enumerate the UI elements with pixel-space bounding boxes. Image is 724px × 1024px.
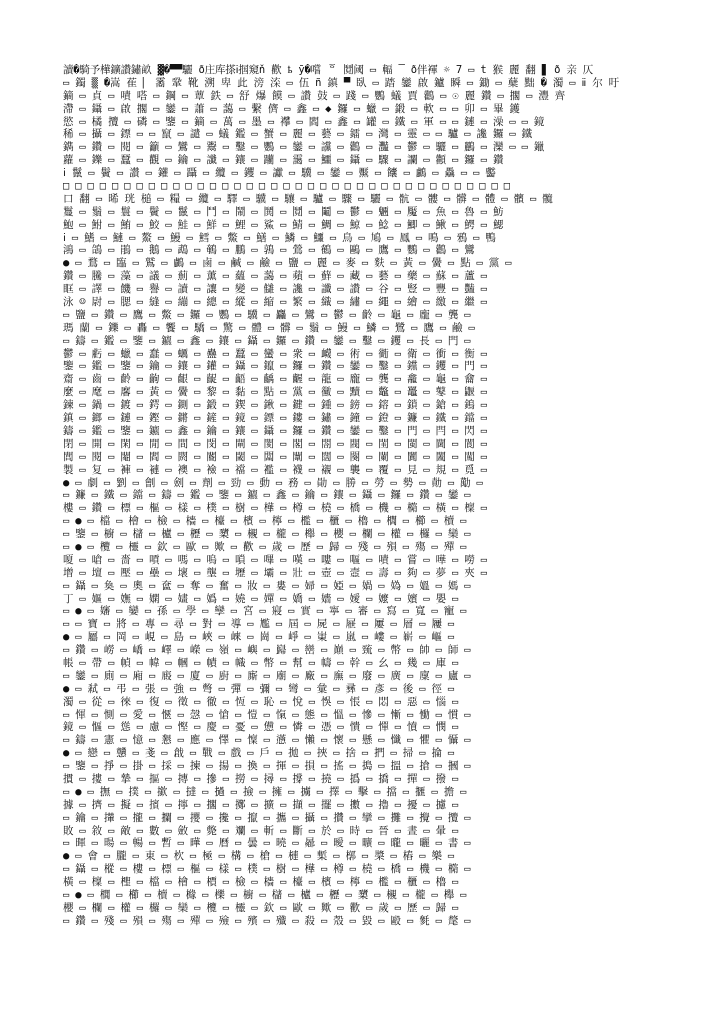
text-line: ● ▭ 劇 ▭ 劉 ▭ 劊 ▭ 劍 ▭ 劑 ▭ 勁 ▭ 動 ▭ 務 ▭ 勛 ▭ 勝 ▭ 勞 ▭ 勢 ▭ 勣 ▭ 勱 ▭ [63,476,483,489]
text-line: 摜 ▭ 摟 ▭ 摯 ▭ 摳 ▭ 摶 ▭ 摻 ▭ 撈 ▭ 撏 ▭ 撐 ▭ 撓 ▭ 撝 ▭ 撟 ▭ 撣 ▭ 撥 ▭ [63,772,459,785]
text-line: ▭ ▭ 寶 ▭ 將 ▭ 專 ▭ 尋 ▭ 對 ▭ 導 ▭ 尷 ▭ 屆 ▭ 屍 ▭ 屜 ▭ 屢 ▭ 層 ▭ 屨 ▭ [63,618,455,631]
text-line: 麼 ▭ 麾 ▭ 黁 ▭ 黃 ▭ 黌 ▭ 黎 ▭ 黏 ▭ 點 ▭ 黨 ▭ 黴 ▭ 黷 ▭ 鼈 ▭ 鼉 ▭ 鼕 ▭ 鼴 ▭ [63,386,487,399]
text-line: ▭ 鑷 ▭ 奐 ▭ 奧 ▭ 奩 ▭ 奪 ▭ 奮 ▭ 妝 ▭ 婁 ▭ 婦 ▭ 婭 ▭ 媧 ▭ 媯 ▭ 媼 ▭ 媽 ▭ [63,579,471,592]
text-line: ▭ 鑒 ▭ 掙 ▭ 掛 ▭ 採 ▭ 揀 ▭ 揚 ▭ 換 ▭ 揮 ▭ 損 ▭ 搖 ▭ 搗 ▭ 搵 ▭ 搶 ▭ 摑 ▭ [63,760,471,773]
text-line: 鎮 ▭ 鎯 ▭ 鏈 ▭ 鏗 ▭ 鏘 ▭ 鏟 ▭ 鏡 ▭ 鏢 ▭ 鏤 ▭ 鏽 ▭ 鐘 ▭ 鐙 ▭ 鐮 ▭ 鐵 ▭ 鐺 ▭ [63,412,487,425]
text-line: ▭ ● ▭ 撫 ▭ 撲 ▭ 撳 ▭ 撻 ▭ 撾 ▭ 撿 ▭ 擁 ▭ 擄 ▭ 擇 ▭ 擊 ▭ 擋 ▭ 擓 ▭ 擔 ▭ [63,785,467,798]
text-line: 鑄 ▭ 鑑 ▭ 鑒 ▭ 鑣 ▭ 鑫 ▭ 鑰 ▭ 鑲 ▭ 鑷 ▭ 鑼 ▭ 鑽 ▭ 鑾 ▭ 鑿 ▭ 門 ▭ 閂 ▭ 閃 ▭ [63,424,487,437]
text-line: 鏡 ▭ 慪 ▭ 慫 ▭ 慮 ▭ 慳 ▭ 慶 ▭ 憂 ▭ 憊 ▭ 憐 ▭ 憑 ▭ 憒 ▭ 憚 ▭ 憤 ▭ 憫 ▭ [63,721,459,734]
text-line: 鑒 ▭ 鑑 ▭ 鑒 ▭ 鑰 ▭ 鑲 ▭ 鑵 ▭ 鑷 ▭ 鑹 ▭ 鑼 ▭ 鑽 ▭ 鑾 ▭ 鑿 ▭ 钂 ▭ 钁 ▭ 門 ▭ [63,360,487,373]
text-line: ▭ ● ▭ 欖 ▭ 欞 ▭ 欽 ▭ 歐 ▭ 歟 ▭ 歡 ▭ 歲 ▭ 歷 ▭ 歸 ▭ 殘 ▭ 殞 ▭ 殤 ▭ 殫 ▭ [63,540,467,553]
text-line: ▭ 惲 ▭ 惻 ▭ 愛 ▭ 愜 ▭ 愨 ▭ 愴 ▭ 愷 ▭ 愾 ▭ 態 ▭ 慍 ▭ 慘 ▭ 慚 ▭ 慟 ▭ 慣 ▭ [63,708,471,721]
text-line: ● ▭ 戀 ▭ 戇 ▭ 戔 ▭ 戧 ▭ 戰 ▭ 戲 ▭ 戶 ▭ 拋 ▭ 挾 ▭ 捨 ▭ 捫 ▭ 掃 ▭ 掄 ▭ [63,747,455,760]
text-line: 增 ▭ 壇 ▭ 壓 ▭ 壘 ▭ 壞 ▭ 壟 ▭ 壢 ▭ 壩 ▭ 壯 ▭ 壺 ▭ 壼 ▭ 壽 ▭ 夠 ▭ 夢 ▭ 夾 ▭ [63,566,487,579]
text-line: ● ▭ 鶩 ▭ 臨 ▭ 鷲 ▭ 鸕 ▭ 鹵 ▭ 鹹 ▭ 鹼 ▭ 鹽 ▭ 麗 ▭ 麥 ▭ 麩 ▭ 黃 ▭ 黌 ▭ 點 ▭ 黨 ▭ [63,257,512,270]
text-line: 敗 ▭ 敘 ▭ 敵 ▭ 數 ▭ 斂 ▭ 斃 ▭ 斕 ▭ 斬 ▭ 斷 ▭ 於 ▭ 時 ▭ 晉 ▭ 晝 ▭ 暈 ▭ [63,824,459,837]
text-line: 嗄 ▭ 嗆 ▭ 嗇 ▭ 嗊 ▭ 嗎 ▭ 嗚 ▭ 嗩 ▭ 嗶 ▭ 嘆 ▭ 嘍 ▭ 嘔 ▭ 嘖 ▭ 嘗 ▭ 嘩 ▭ 嘮 ▭ [63,553,487,566]
text-line: 鬱 ▭ 虧 ▭ 蠟 ▭ 蠢 ▭ 蠣 ▭ 蠱 ▭ 蠶 ▭ 蠻 ▭ 衆 ▭ 衊 ▭ 術 ▭ 衚 ▭ 衛 ▭ 衝 ▭ 衡 ▭ [63,347,487,360]
text-line: 滯 ▭ 鑷 ▭ 啟 擱 ▭ 鑾 ▭ 蕭 ▭ 藹 ▭ 繫 儕 ▭ 鑫 ▭ ◆ 鑼 ▭ 蠟 ▭ 鍛 ▭ 軟 ▭ ▭ 卯 ▭ 畢 鑊 [63,102,520,115]
text-line: 慾 ▭ 橘 攬 ▭ 磷 ▭ 鑒 ▭ 鏑 ▭ 萬 ▭ 墨 ▭ 襻 ▭ 閻 ▭ 鑫 ▭ 罐 ▭ 鐵 ▭ 軍 ▭ ▭ 鏈 ▭ 澡 ▭ ▭ 鏡 [63,115,545,128]
text-line: 鏑 ▭ 貞 ▭ 嘖 嗒 ▭ 鋼 ▭ 蕈 鉄 ▭ 舒 爆 饃 ▭ 讚 鼓 ▭ 踐 ▭ 鸚 蟻 賈 鸛 ▭ ☉ 麗 鑽 ▭ 擱 ▭ 灃 齊 [63,89,566,102]
text-line: □ □ □ □ □ □ □ □ □ □ □ □ □ □ □ □ □ □ □ □ □ □ □ □ □ □ □ □ □ □ □ □ □ □ □ □ □ [63,180,510,193]
text-line: ● ▭ 屬 ▭ 岡 ▭ 峴 ▭ 島 ▭ 峽 ▭ 崍 ▭ 崗 ▭ 崢 ▭ 崬 ▭ 嵐 ▭ 嶁 ▭ 嶄 ▭ 嶇 ▭ [63,631,455,644]
text-line: 鴻 ▭ 鴿 ▭ 鵑 ▭ 鵝 ▭ 鵡 ▭ 鵪 ▭ 鵬 ▭ 鶉 ▭ 鶯 ▭ 鶴 ▭ 鷗 ▭ 鷹 ▭ 鸚 ▭ 鸛 ▭ 鸞 [63,244,475,257]
text-line: ▭ ● ▭ 檔 ▭ 檜 ▭ 檢 ▭ 檣 ▭ 檯 ▭ 檳 ▭ 檸 ▭ 檻 ▭ 櫃 ▭ 櫓 ▭ 櫚 ▭ 櫛 ▭ 櫝 ▭ [63,515,467,528]
text-line: 鑽 ▭ 騰 ▭ 藻 ▭ 議 ▭ 薊 ▭ 薰 ▭ 蘊 ▭ 藹 ▭ 蘋 ▭ 蘚 ▭ 藏 ▭ 藝 ▭ 藥 ▭ 蘇 ▭ 蘆 ▭ [63,270,487,283]
text-line: ▭ 鑰 ▭ 攆 ▭ 攏 ▭ 攔 ▭ 攖 ▭ 攙 ▭ 攛 ▭ 攜 ▭ 攝 ▭ 攢 ▭ 攣 ▭ 攤 ▭ 攪 ▭ 攬 ▭ [63,811,471,824]
text-line: 閭 ▭ 閱 ▭ 閹 ▭ 閻 ▭ 閼 ▭ 閽 ▭ 閾 ▭ 闆 ▭ 闈 ▭ 闊 ▭ 闋 ▭ 闌 ▭ 闐 ▭ 闔 ▭ 闖 ▭ [63,450,487,463]
text-line: 據 ▭ 擠 ▭ 擬 ▭ 擯 ▭ 擰 ▭ 擱 ▭ 擲 ▭ 擴 ▭ 擷 ▭ 擺 ▭ 擻 ▭ 擼 ▭ 擾 ▭ 攄 ▭ [63,798,459,811]
text-line: 鮑 ▭ 鮒 ▭ 鮪 ▭ 鮫 ▭ 鮭 ▭ 鮮 ▭ 鯉 ▭ 鯊 ▭ 鯖 ▭ 鯛 ▭ 鯨 ▭ 鯰 ▭ 鯽 ▭ 鰍 ▭ 鰐 ▭ 鰓 [63,218,504,231]
text-line: ▭ 鑽 ▭ 嶗 ▭ 嶠 ▭ 嶧 ▭ 嶸 ▭ 嶺 ▭ 嶼 ▭ 巋 ▭ 巒 ▭ 巔 ▭ 巰 ▭ 幣 ▭ 帥 ▭ 師 ▭ [63,644,471,657]
text-block [63,64,661,956]
text-line: 丁 ▭ 嫗 ▭ 嫵 ▭ 嫻 ▭ 嫿 ▭ 嬀 ▭ 嬈 ▭ 嬋 ▭ 嬌 ▭ 嬙 ▭ 嬡 ▭ 嬤 ▭ 嬪 ▭ 嬰 ▭ [63,592,459,605]
text-line: ▭ 鑄 ▭ 憲 ▭ 憶 ▭ 懇 ▭ 應 ▭ 懌 ▭ 懍 ▭ 懣 ▭ 懶 ▭ 懷 ▭ 懸 ▭ 懺 ▭ 懼 ▭ 懾 ▭ [63,734,471,747]
text-line: 齋 ▭ 齒 ▭ 齡 ▭ 齣 ▭ 齦 ▭ 齪 ▭ 齬 ▭ 齲 ▭ 齷 ▭ 龍 ▭ 龐 ▭ 龔 ▭ 龕 ▭ 龜 ▭ 龠 ▭ [63,373,487,386]
text-line: 鐫 ▭ 鑽 ▭ 閱 ▭ 籲 ▭ 鸞 ▭ 鬻 ▭ 鑿 ▭ 鸚 ▭ 鑾 ▭ 讜 ▭ 鸛 ▭ 灩 ▭ 鬱 ▭ 驪 ▭ 鸝 ▭ 灤 ▭ ▭ 鑞 [63,141,545,154]
text-line: ● ▭ 弒 ▭ 弔 ▭ 張 ▭ 強 ▭ 彆 ▭ 彈 ▭ 彌 ▭ 彎 ▭ 彙 ▭ 彞 ▭ 彥 ▭ 後 ▭ 徑 ▭ [63,682,455,695]
text-line: ▭ 鐲 ▒ �嵩 萑 ▏ 霱 鞏 靴 溯 卑 此 滂 㳿 ▭ 伍 ñ 鎮 ▀ 臥 ▭ 踏 鑾 啟 鑪 瞬 ▭ 鋤 ▭ 蘖 黜 � 濁 ▭ ⅱ 尔 吁 [63,76,619,89]
text-line: ▭ 鹽 ▭ 鑽 ▭ 鷹 ▭ 鱉 ▭ 鑼 ▭ 鸚 ▭ 驥 ▭ 麤 ▭ 鸞 ▭ 鬱 ▭ 齡 ▭ 龜 ▭ 龐 ▭ 龔 ▭ [63,308,471,321]
text-line: ⅰ ▭ 鰭 ▭ 鰱 ▭ 鰲 ▭ 鰻 ▭ 鱈 ▭ 鱉 ▭ 鱔 ▭ 鱗 ▭ 鱷 ▭ 鳥 ▭ 鳩 ▭ 鳳 ▭ 鳴 ▭ 鴉 ▭ 鴨 [63,231,496,244]
text-line: 稀 ▭ 攝 ▭ 鏢 ▭ ▭ 竄 ▭ 譴 ▭ 蟻 鑑 ▭ 蟹 ▭ 麗 ▭ 藝 ▭ 鐳 ▭ 灣 ▭ 靈 ▭ ▭ 驢 ▭ 讒 鑼 ▭ 鐵 [63,128,532,141]
text-line: ▭ ● ▭ 嬸 ▭ 孌 ▭ 孫 ▭ 學 ▭ 孿 ▭ 宮 ▭ 寢 ▭ 實 ▭ 寧 ▭ 審 ▭ 寫 ▭ 寬 ▭ 寵 ▭ [63,605,467,618]
text-line: 濁 ▭ 從 ▭ 徠 ▭ 復 ▭ 徵 ▭ 徹 ▭ 恆 ▭ 恥 ▭ 悅 ▭ 悞 ▭ 悵 ▭ 悶 ▭ 惡 ▭ 惱 ▭ [63,695,459,708]
text-line: ● ▭ 會 ▭ 朧 ▭ 東 ▭ 杴 ▭ 極 ▭ 構 ▭ 槍 ▭ 槤 ▭ 槧 ▭ 槨 ▭ 槳 ▭ 樁 ▭ 樂 ▭ [63,850,455,863]
text-line: 鍊 ▭ 鍋 ▭ 鍍 ▭ 鍔 ▭ 鍘 ▭ 鍛 ▭ 鍥 ▭ 鍬 ▭ 鍵 ▭ 鍾 ▭ 鎊 ▭ 鎔 ▭ 鎖 ▭ 鎗 ▭ 鎢 ▭ [63,399,487,412]
text-line: 橫 ▭ 檁 ▭ 檉 ▭ 檔 ▭ 檜 ▭ 檟 ▭ 檢 ▭ 檣 ▭ 檯 ▭ 檳 ▭ 檸 ▭ 檻 ▭ 櫃 ▭ 櫓 ▭ [63,876,459,889]
text-line: ▭ 鐮 ▭ 鐵 ▭ 鐺 ▭ 鑄 ▭ 鑑 ▭ 鑒 ▭ 鑣 ▭ 鑫 ▭ 鑰 ▭ 鑲 ▭ 鑷 ▭ 鑼 ▭ 鑽 ▭ 鑾 ▭ [63,489,471,502]
text-line: 樓 ▭ 鑽 ▭ 標 ▭ 樞 ▭ 樣 ▭ 樸 ▭ 樹 ▭ 樺 ▭ 樽 ▭ 橈 ▭ 橋 ▭ 機 ▭ 橢 ▭ 橫 ▭ 檁 ▭ [63,502,487,515]
text-line: ▭ 暉 ▭ 暘 ▭ 暢 ▭ 暫 ▭ 曄 ▭ 曆 ▭ 曇 ▭ 曉 ▭ 曏 ▭ 曖 ▭ 曠 ▭ 曨 ▭ 曬 ▭ 書 ▭ [63,837,471,850]
text-line: 蘿 ▭ 鑠 ▭ 蠶 ▭ 觀 ▭ 鑰 ▭ 讖 ▭ 鑲 ▭ 躪 ▭ 靄 ▭ 鱷 ▭ 鑷 ▭ 驟 ▭ 讕 ▭ 顴 ▭ 鑼 ▭ 鑽 [63,154,504,167]
text-line: ▭ ● ▭ 櫚 ▭ 櫛 ▭ 櫝 ▭ 櫞 ▭ 櫟 ▭ 櫥 ▭ 櫧 ▭ 櫨 ▭ 櫪 ▭ 櫫 ▭ 櫬 ▭ 櫳 ▭ 櫸 ▭ [63,889,467,901]
text-line: 瑪 蘭 ▭ 鑠 ▭ 轟 ▭ 饗 ▭ 驕 ▭ 驚 ▭ 體 ▭ 髒 ▭ 鬚 ▭ 鰻 ▭ 鱗 ▭ 鷺 ▭ 鷹 ▭ 鹼 ▭ [63,321,475,334]
text-line: 眶 ▭ 譯 ▭ 饑 ▭ 譽 ▭ 讀 ▭ 讓 ▭ 變 ▭ 讎 ▭ 讒 ▭ 讖 ▭ 讚 ▭ 谷 ▭ 豎 ▭ 豐 ▭ 豔 ▭ [63,283,487,296]
text-line: 口 翻 ▭ 晞 珖 槌 ▭ 糧 ▭ 纜 ▭ 驛 ▭ 驥 ▭ 驤 ▭ 驢 ▭ 驟 ▭ 驪 ▭ 骯 ▭ 髏 ▭ 髒 ▭ 體 ▭ 髕 ▭ 髖 [63,192,553,205]
text-line: 鬘 ▭ 鬚 ▭ 鬟 ▭ 鬢 ▭ 鬣 ▭ 鬥 ▭ 鬧 ▭ 鬨 ▭ 鬩 ▭ 鬮 ▭ 鬱 ▭ 魎 ▭ 魘 ▭ 魚 ▭ 魯 ▭ 魴 [63,205,504,218]
text-line: ⅰ 鬣 ▭ 鬢 ▭ 讚 ▭ 鑵 ▭ 躡 ▭ 纜 ▭ 钁 ▭ 讞 ▭ 驥 ▭ 鑾 ▭ 黶 ▭ 饢 ▭ 鸕 ▭ 驫 ▭ ▭ 齾 [63,167,496,180]
text-line: ▭ 鑽 ▭ 殘 ▭ 殞 ▭ 殤 ▭ 殫 ▭ 殮 ▭ 殯 ▭ 殲 ▭ 殺 ▭ 殼 ▭ 毀 ▭ 毆 ▭ 毿 ▭ 氂 ▭ [63,914,471,927]
text-line: 帳 ▭ 帶 ▭ 幀 ▭ 幃 ▭ 幗 ▭ 幘 ▭ 幟 ▭ 幣 ▭ 幫 ▭ 幬 ▭ 幹 ▭ 幺 ▭ 幾 ▭ 庫 ▭ [63,656,459,669]
text-line: 泳 ☺ 尉 ▭ 腮 ▭ 縫 ▭ 繃 ▭ 總 ▭ 縱 ▭ 縮 ▭ 繁 ▭ 織 ▭ 繡 ▭ 繩 ▭ 繪 ▭ 繳 ▭ 繼 ▭ [63,296,487,309]
text-line: ▭ 鑄 ▭ 鑑 ▭ 鑒 ▭ 鑣 ▭ 鑫 ▭ 鑲 ▭ 鑷 ▭ 鑼 ▭ 鑽 ▭ 鑾 ▭ 鑿 ▭ 钁 ▭ 長 ▭ 門 ▭ [63,334,471,347]
text-line: ▭ 鑾 ▭ 廁 ▭ 廂 ▭ 廄 ▭ 廈 ▭ 廚 ▭ 廝 ▭ 廟 ▭ 廠 ▭ 廡 ▭ 廢 ▭ 廣 ▭ 廩 ▭ 廬 ▭ [63,669,471,682]
text-line: 讀�騎予樺鑛讚鏽畝 ▓�▀▀驪 ð庄库搽ⅰ掴窺ň 歡 ҍ ӯ�嚐 ᅙ 鬩阈 ▭ 輻 ▔ ð伴褌 ☼ 7 ▭ ṫ 猴 麗 翻 ▋ ð 亲 仄 [63,64,594,76]
text-line: 閉 ▭ 開 ▭ 閑 ▭ 閒 ▭ 間 ▭ 閔 ▭ 閘 ▭ 閡 ▭ 閣 ▭ 閤 ▭ 閥 ▭ 閨 ▭ 閩 ▭ 閫 ▭ 閬 ▭ [63,437,487,450]
text-line: 櫻 ▭ 欄 ▭ 權 ▭ 欏 ▭ 欒 ▭ 欖 ▭ 欞 ▭ 欽 ▭ 歐 ▭ 歟 ▭ 歡 ▭ 歲 ▭ 歷 ▭ 歸 ▭ [63,901,459,914]
text-line: 製 ▭ 复 ▭ 褲 ▭ 褳 ▭ 襖 ▭ 襝 ▭ 襠 ▭ 襤 ▭ 襪 ▭ 襯 ▭ 襲 ▭ 覆 ▭ 見 ▭ 規 ▭ 覓 ▭ [63,463,487,476]
text-line: ▭ 鑒 ▭ 櫥 ▭ 櫧 ▭ 櫨 ▭ 櫪 ▭ 櫫 ▭ 櫬 ▭ 櫳 ▭ 櫸 ▭ 櫻 ▭ 欄 ▭ 權 ▭ 欏 ▭ 欒 ▭ [63,528,471,541]
text-line: ▭ 鑷 ▭ 樅 ▭ 樓 ▭ 標 ▭ 樞 ▭ 樣 ▭ 樸 ▭ 樹 ▭ 樺 ▭ 樽 ▭ 橈 ▭ 橋 ▭ 機 ▭ 橢 ▭ [63,863,471,876]
